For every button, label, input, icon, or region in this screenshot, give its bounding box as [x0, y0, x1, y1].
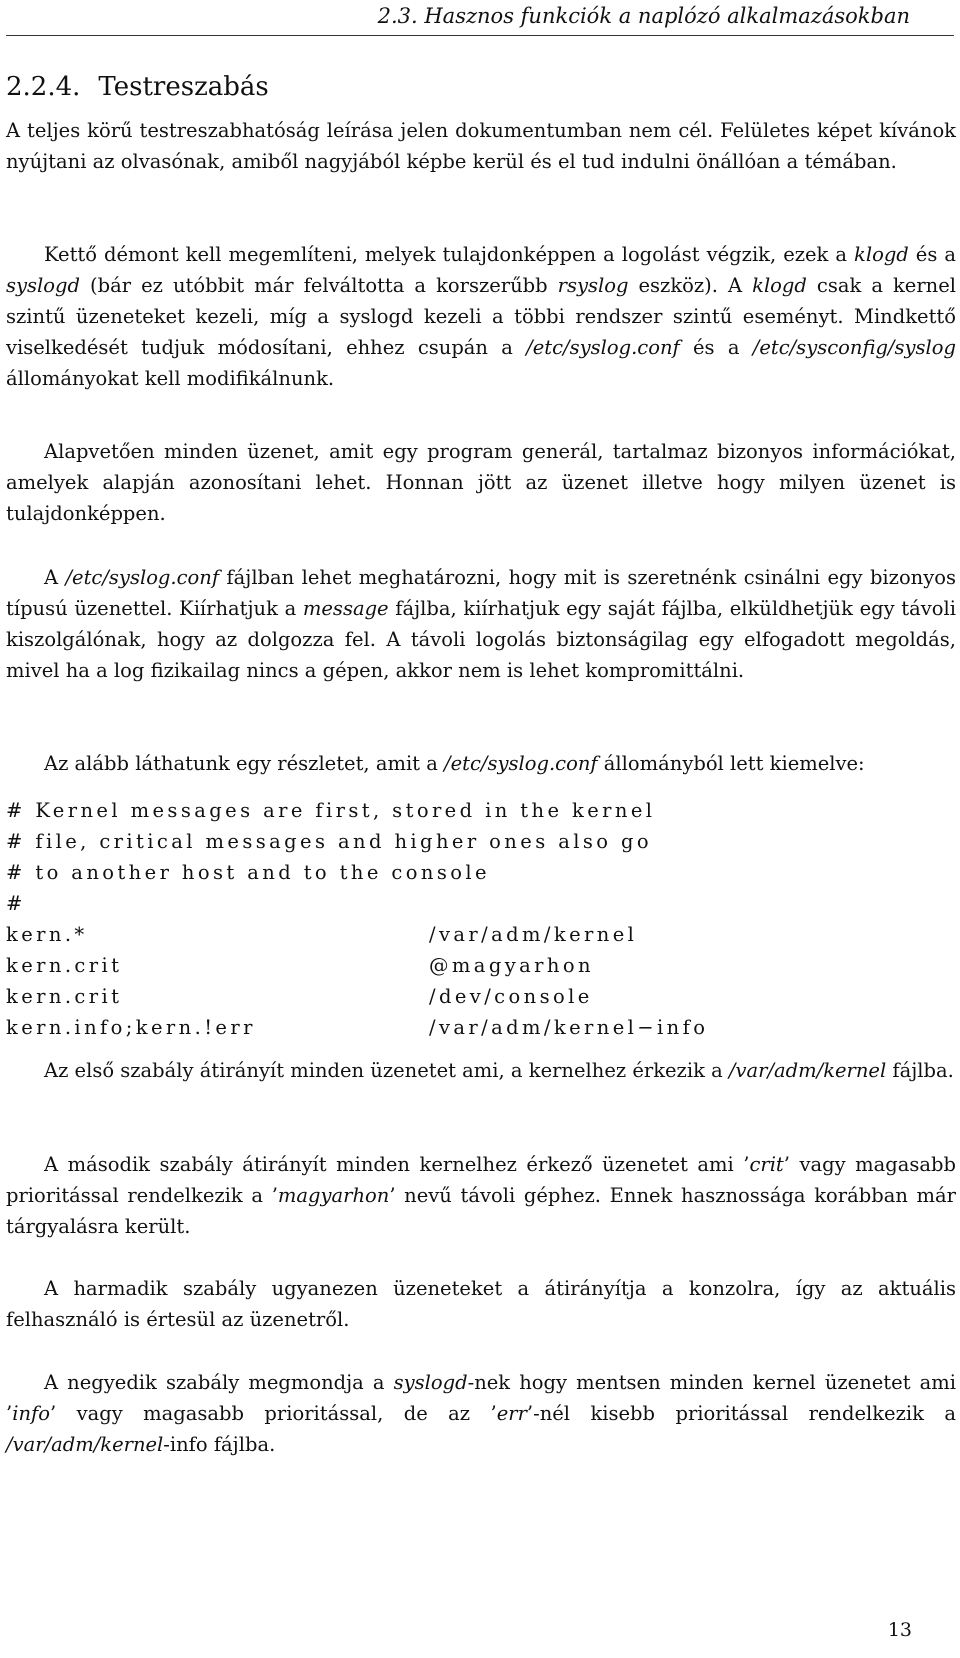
text-span: és a	[908, 243, 956, 266]
italic-term: err	[496, 1402, 527, 1425]
code-rule-line	[6, 919, 956, 950]
text-span: és a	[679, 336, 753, 359]
paragraph-1-text: A teljes körű testreszabhatóság leírása jelen dokumentumban nem cél. Felületes képet kívánok nyújtani az olvasónak, amiből nagyjából képbe kerül és el tud indulni önállóan a témában.	[6, 119, 956, 173]
code-rule-line	[6, 950, 956, 981]
paragraph-8-text: A harmadik szabály ugyanezen üzeneteket a átirányítja a konzolra, így az aktuális felhasználó is értesül az üzenetről.	[6, 1277, 956, 1331]
italic-path: /var/adm/kernel	[6, 1433, 164, 1456]
text-span: eszköz). A	[628, 274, 753, 297]
section-number: 2.2.4.	[6, 72, 81, 102]
code-rule-line	[6, 1012, 956, 1043]
paragraph-8	[6, 1273, 956, 1335]
italic-term: klogd	[752, 274, 807, 297]
text-span: Az első szabály átirányít minden üzenetet ami, a kernelhez érkezik a	[44, 1059, 729, 1082]
italic-term: rsyslog	[557, 274, 629, 297]
italic-path: /etc/syslog.conf	[65, 566, 220, 589]
italic-term: crit	[749, 1153, 784, 1176]
paragraph-4	[6, 562, 956, 686]
text-span: (bár ez utóbbit már felváltotta a korszerűbb	[79, 274, 558, 297]
text-span: A negyedik szabály megmondja a	[44, 1371, 394, 1394]
section-heading	[6, 72, 269, 102]
text-span: A második szabály átirányít minden kernelhez érkező üzenetet ami ’	[44, 1153, 750, 1176]
code-comment-line: # to another host and to the console	[6, 861, 490, 884]
code-rule-line	[6, 981, 956, 1012]
italic-term: klogd	[854, 243, 909, 266]
rule-action: @magyarhon	[429, 954, 594, 977]
paragraph-6	[6, 1055, 956, 1086]
paragraph-2	[6, 239, 956, 394]
text-span: csak a kernel szintű üzeneteket kezeli, míg a syslogd kezeli a többi rendszer szintű eseményt. Mindkettő viselkedését tudjuk módosítani, ehhez csupán a	[6, 274, 957, 359]
italic-path: /etc/syslog.conf	[444, 752, 598, 775]
code-listing	[6, 795, 956, 1043]
page-number: 13	[887, 1619, 912, 1641]
text-span: ’ vagy magasabb prioritással rendelkezik a ’	[6, 1153, 956, 1207]
running-header	[0, 0, 960, 40]
text-span: fájlba, kiírhatjuk egy saját fájlba, elküldhetjük egy távoli kiszolgálónak, hogy az dolgozza fel. A távoli logolás biztonságilag egy elfogadott megoldás, mivel ha a log fizikailag nincs a gépen, akkor nem is lehet kompromittálni.	[6, 597, 956, 682]
italic-term: syslogd	[6, 274, 80, 297]
paragraph-9	[6, 1367, 956, 1460]
text-span: ’ nevű távoli géphez. Ennek hasznossága korábban már tárgyalásra került.	[6, 1184, 956, 1238]
paragraph-3	[6, 436, 956, 529]
code-comment-line: # file, critical messages and higher ones also go	[6, 830, 653, 853]
rule-selector: kern.crit	[6, 985, 123, 1008]
text-span: állományból lett kiemelve:	[597, 752, 865, 775]
text-span: Az alább láthatunk egy részletet, amit a	[44, 752, 445, 775]
text-span: állományokat kell modifikálnunk.	[6, 367, 335, 390]
paragraph-1	[6, 115, 956, 177]
text-span: fájlba.	[886, 1059, 954, 1082]
italic-path: /var/adm/kernel	[728, 1059, 887, 1082]
rule-action: /dev/console	[429, 985, 593, 1008]
text-span: fájlban lehet meghatározni, hogy mit is szeretnénk csinálni egy bizonyos típusú üzenettel. Kiírhatjuk a	[6, 566, 957, 620]
section-title: Testreszabás	[98, 72, 269, 102]
paragraph-3-text: Alapvetően minden üzenet, amit egy program generál, tartalmaz bizonyos információkat, amelyek alapján azonosítani lehet. Honnan jött az üzenet illetve hogy milyen üzenet is tulajdonképpen.	[6, 440, 956, 525]
header-rule	[6, 35, 954, 36]
text-span: ’-nél kisebb prioritással rendelkezik a	[526, 1402, 956, 1425]
rule-selector: kern.info;kern.!err	[6, 1016, 256, 1039]
rule-selector: kern.*	[6, 923, 88, 946]
italic-term: info	[12, 1402, 50, 1425]
italic-term: message	[302, 597, 389, 620]
paragraph-7	[6, 1149, 956, 1242]
text-span: A	[44, 566, 66, 589]
italic-term: magyarhon	[277, 1184, 390, 1207]
paragraph-5	[6, 748, 956, 779]
italic-path: /etc/sysconfig/syslog	[752, 336, 956, 359]
italic-term: syslogd	[393, 1371, 468, 1394]
running-title: 2.3. Hasznos funkciók a naplózó alkalmazásokban	[377, 4, 910, 28]
text-span: Kettő démont kell megemlíteni, melyek tulajdonképpen a logolást végzik, ezek a	[44, 243, 855, 266]
text-span: ’ vagy magasabb prioritással, de az ’	[49, 1402, 497, 1425]
text-span: -nek hogy mentsen minden kernel üzenetet ami ’	[6, 1371, 956, 1425]
code-comment-line: # Kernel messages are first, stored in the kernel	[6, 799, 656, 822]
italic-path: /etc/syslog.conf	[526, 336, 680, 359]
rule-selector: kern.crit	[6, 954, 123, 977]
text-span: -info fájlba.	[163, 1433, 276, 1456]
rule-action: /var/adm/kernel	[429, 923, 638, 946]
rule-action: /var/adm/kernel−info	[429, 1016, 709, 1039]
code-comment-line: #	[6, 892, 26, 915]
